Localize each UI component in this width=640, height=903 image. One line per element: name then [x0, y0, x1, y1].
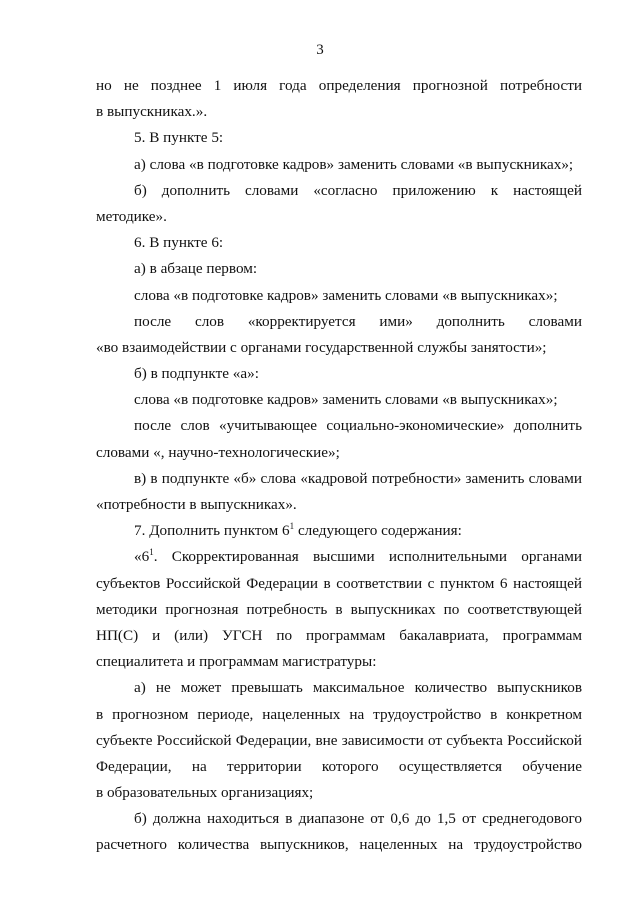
line-text: словами «, научно-технологические»; — [96, 443, 340, 461]
superscript: 1 — [149, 547, 154, 558]
line-text: слова «в подготовке кадров» заменить словами «в выпускниках»; — [134, 286, 558, 304]
text-line — [96, 544, 582, 570]
line-text: слова «в подготовке кадров» заменить словами «в выпускниках»; — [134, 391, 558, 409]
line-text: НП(С) и (или) УГСН по программам бакалавриата, программам — [96, 626, 582, 644]
line-text: в выпускниках.». — [96, 103, 208, 121]
line-text: в образовательных организациях; — [96, 784, 314, 802]
text-line — [96, 623, 582, 649]
page-number: 3 — [316, 42, 324, 58]
text-line — [96, 361, 582, 387]
text-line — [96, 780, 582, 806]
line-text: а) не может превышать максимальное количество выпускников — [134, 679, 582, 697]
line-text-continued: . Скорректированная высшими исполнительными органами — [153, 548, 582, 566]
line-text: а) слова «в подготовке кадров» заменить словами «в выпускниках»; — [134, 155, 574, 173]
text-line — [96, 178, 582, 204]
line-text: 5. В пункте 5: — [134, 129, 224, 147]
line-text: Федерации, на территории которого осуществляется обучение — [96, 757, 582, 775]
text-line — [96, 440, 582, 466]
line-text: субъектов Российской Федерации в соответствии с пунктом 6 настоящей — [96, 574, 582, 592]
line-text: в) в подпункте «б» слова «кадровой потребности» заменить словами — [134, 469, 582, 487]
line-text: а) в абзаце первом: — [134, 260, 258, 278]
line-text: 6. В пункте 6: — [134, 234, 224, 252]
line-text: специалитета и программам магистратуры: — [96, 653, 377, 671]
text-line — [96, 675, 582, 701]
text-line — [96, 309, 582, 335]
text-line — [96, 413, 582, 439]
text-line — [96, 728, 582, 754]
line-text: б) дополнить словами «согласно приложению к настоящей — [134, 181, 582, 199]
line-text: «6 — [134, 548, 150, 566]
line-text: б) должна находиться в диапазоне от 0,6 до 1,5 от среднегодового — [134, 810, 582, 828]
text-line — [96, 204, 582, 230]
document-body — [96, 73, 582, 859]
text-line — [96, 152, 582, 178]
text-line — [96, 73, 582, 99]
text-line — [96, 571, 582, 597]
line-text: после слов «учитывающее социально-экономические» дополнить — [134, 417, 582, 435]
text-line — [96, 754, 582, 780]
superscript: 1 — [289, 521, 295, 532]
text-line — [96, 806, 582, 832]
text-line — [96, 387, 582, 413]
text-line — [96, 832, 582, 858]
line-text: б) в подпункте «а»: — [134, 365, 259, 383]
text-line — [96, 256, 582, 282]
line-text: расчетного количества выпускников, нацеленных на трудоустройство — [96, 836, 582, 854]
line-text: после слов «корректируется ими» дополнить словами — [134, 312, 582, 330]
text-line — [96, 466, 582, 492]
text-line — [96, 125, 582, 151]
line-text: но не позднее 1 июля года определения прогнозной потребности — [96, 77, 582, 94]
text-line — [96, 230, 582, 256]
line-text: в прогнозном периоде, нацеленных на трудоустройство в конкретном — [96, 705, 582, 723]
text-line — [96, 283, 582, 309]
line-text: методике». — [96, 207, 167, 225]
text-line — [96, 492, 582, 518]
text-line — [96, 518, 582, 544]
line-text: методики прогнозная потребность в выпускниках по соответствующей — [96, 600, 582, 618]
line-text: «во взаимодействии с органами государственной службы занятости»; — [96, 338, 547, 356]
text-line — [96, 99, 582, 125]
text-line — [96, 702, 582, 728]
line-text: субъекте Российской Федерации, вне зависимости от субъекта Российской — [96, 731, 582, 749]
line-text: 7. Дополнить пунктом 6 — [134, 522, 290, 540]
text-line — [96, 335, 582, 361]
line-text-continued: следующего содержания: — [294, 522, 462, 540]
text-line — [96, 597, 582, 623]
line-text: «потребности в выпускниках». — [96, 496, 297, 513]
text-line — [96, 649, 582, 675]
